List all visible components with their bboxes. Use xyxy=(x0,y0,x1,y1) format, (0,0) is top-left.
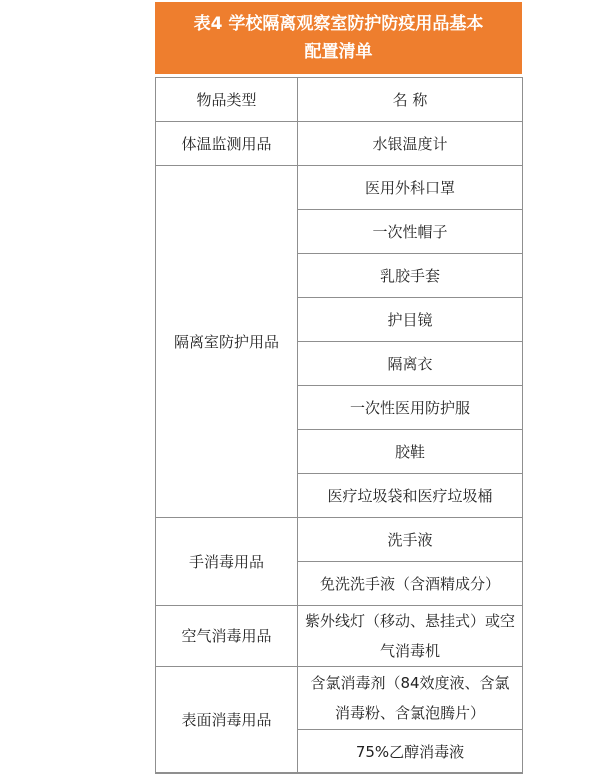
item-cell: 紫外线灯（移动、悬挂式）或空气消毒机 xyxy=(298,606,523,667)
item-cell: 免洗洗手液（含酒精成分） xyxy=(298,562,523,606)
item-cell: 胶鞋 xyxy=(298,430,523,474)
table-header-row xyxy=(156,78,523,122)
item-cell: 75%乙醇消毒液 xyxy=(298,730,523,774)
item-cell: 一次性帽子 xyxy=(298,210,523,254)
table-row xyxy=(156,667,523,730)
table-row xyxy=(156,122,523,166)
item-cell: 医疗垃圾袋和医疗垃圾桶 xyxy=(298,474,523,518)
table-row xyxy=(156,518,523,562)
supplies-table xyxy=(155,77,523,774)
type-cell: 体温监测用品 xyxy=(156,122,298,166)
type-cell: 空气消毒用品 xyxy=(156,606,298,667)
table-bottom-edge xyxy=(155,772,522,776)
item-cell: 含氯消毒剂（84效度液、含氯消毒粉、含氯泡腾片） xyxy=(298,667,523,730)
item-cell: 水银温度计 xyxy=(298,122,523,166)
type-cell: 隔离室防护用品 xyxy=(156,166,298,518)
item-cell: 护目镜 xyxy=(298,298,523,342)
item-cell: 一次性医用防护服 xyxy=(298,386,523,430)
type-cell: 手消毒用品 xyxy=(156,518,298,606)
item-cell: 乳胶手套 xyxy=(298,254,523,298)
table-row xyxy=(156,166,523,210)
item-cell: 隔离衣 xyxy=(298,342,523,386)
item-cell: 医用外科口罩 xyxy=(298,166,523,210)
table-title-line-2: 配置清单 xyxy=(304,42,373,62)
header-type-cell: 物品类型 xyxy=(156,78,298,122)
header-name-cell: 名 称 xyxy=(298,78,523,122)
table-title-line-1: 表4 学校隔离观察室防护防疫用品基本 xyxy=(193,14,484,34)
table-title xyxy=(155,2,522,74)
type-cell: 表面消毒用品 xyxy=(156,667,298,774)
table-row xyxy=(156,606,523,667)
item-cell: 洗手液 xyxy=(298,518,523,562)
